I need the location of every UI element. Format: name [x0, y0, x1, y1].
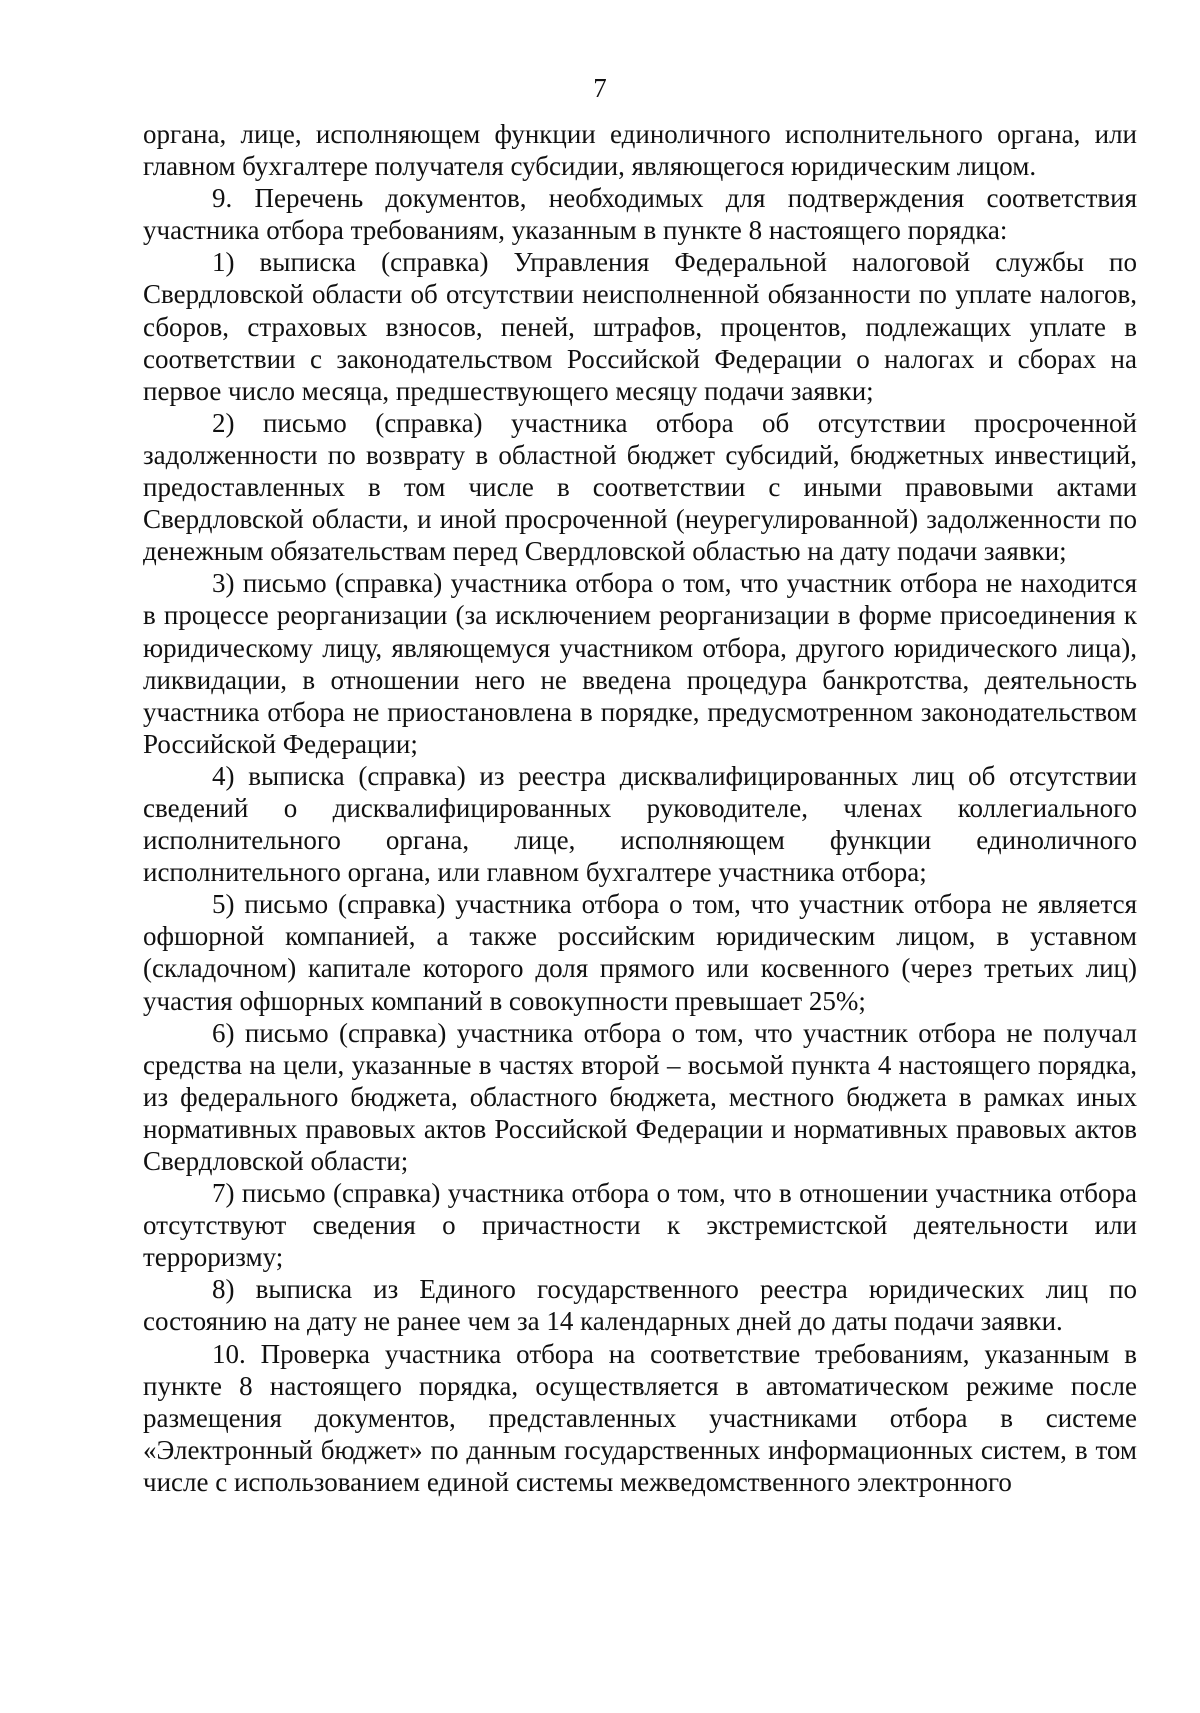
document-body [143, 118, 1137, 1498]
paragraph-subitem-2: 2) письмо (справка) участника отбора об отсутствии просроченной задолженности по возврату в областной бюджет субсидий, бюджетных инвестиций, предоставленных в том числе в соответствии с иными правовыми актами Свердловской области, и иной просроченной (неурегулированной) задолженности по денежным обязательствам перед Свердловской областью на дату подачи заявки; [143, 407, 1137, 567]
paragraph-item-10: 10. Проверка участника отбора на соответствие требованиям, указанным в пункте 8 настоящего порядка, осуществляется в автоматическом режиме после размещения документов, представленных участниками отбора в системе «Электронный бюджет» по данным государственных информационных систем, в том числе с использованием единой системы межведомственного электронного [143, 1338, 1137, 1497]
paragraph-item-9: 9. Перечень документов, необходимых для подтверждения соответствия участника отбора требованиям, указанным в пункте 8 настоящего порядка: [143, 183, 1137, 246]
paragraph-subitem-8: 8) выписка из Единого государственного реестра юридических лиц по состоянию на дату не ранее чем за 14 календарных дней до даты подачи заявки. [143, 1274, 1137, 1337]
paragraph-subitem-4: 4) выписка (справка) из реестра дисквалифицированных лиц об отсутствии сведений о дисквалифицированных руководителе, членах коллегиального исполнительного органа, лице, исполняющем функции единоличного исполнительного органа, или главном бухгалтере участника отбора; [143, 760, 1137, 888]
paragraph-subitem-3: 3) письмо (справка) участника отбора о том, что участник отбора не находится в процессе реорганизации (за исключением реорганизации в форме присоединения к юридическому лицу, являющемуся участником отбора, другого юридического лица), ликвидации, в отношении него не введена процедура банкротства, деятельность участника отбора не приостановлена в порядке, предусмотренном законодательством Российской Федерации; [143, 568, 1137, 759]
paragraph-subitem-1: 1) выписка (справка) Управления Федеральной налоговой службы по Свердловской области об отсутствии неисполненной обязанности по уплате налогов, сборов, страховых взносов, пеней, штрафов, процентов, подлежащих уплате в соответствии с законодательством Российской Федерации о налогах и сборах на первое число месяца, предшествующего месяцу подачи заявки; [143, 247, 1137, 406]
paragraph-subitem-6: 6) письмо (справка) участника отбора о том, что участник отбора не получал средства на цели, указанные в частях второй – восьмой пункта 4 настоящего порядка, из федерального бюджета, областного бюджета, местного бюджета в рамках иных нормативных правовых актов Российской Федерации и нормативных правовых актов Свердловской области; [143, 1017, 1137, 1176]
paragraph-continuation: органа, лице, исполняющем функции единоличного исполнительного органа, или главном бухгалтере получателя субсидии, являющегося юридическим лицом. [143, 119, 1137, 182]
paragraph-subitem-7: 7) письмо (справка) участника отбора о том, что в отношении участника отбора отсутствуют сведения о причастности к экстремистской деятельности или терроризму; [143, 1178, 1137, 1273]
page-number: 7 [593, 73, 607, 103]
paragraph-subitem-5: 5) письмо (справка) участника отбора о том, что участник отбора не является офшорной компанией, а также российским юридическим лицом, в уставном (складочном) капитале которого доля прямого или косвенного (через третьих лиц) участия офшорных компаний в совокупности превышает 25%; [143, 889, 1137, 1016]
